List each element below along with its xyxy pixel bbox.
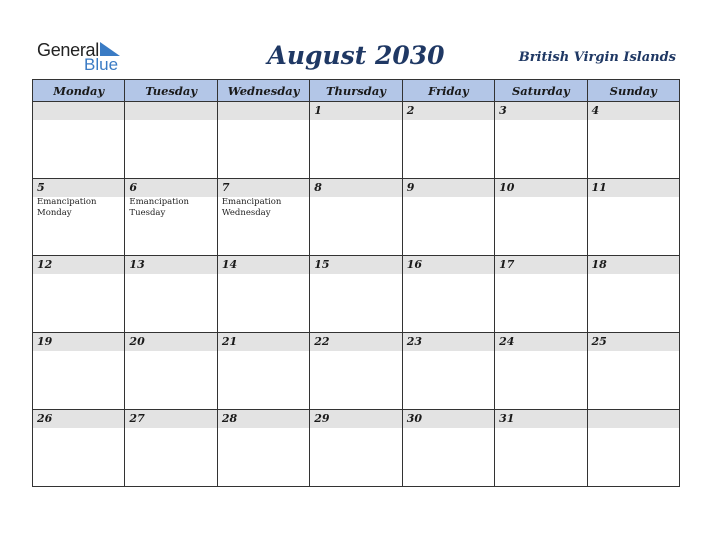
day-number: 19: [33, 333, 124, 351]
week-row: [33, 179, 680, 256]
day-number: [588, 410, 679, 428]
day-number: 17: [495, 256, 586, 274]
day-number: 9: [403, 179, 494, 197]
brand-logo: [37, 40, 127, 74]
week-row: [33, 333, 680, 410]
holiday-label: Emancipation Monday: [37, 197, 97, 218]
day-number: 25: [588, 333, 679, 351]
page-title: August 2030: [267, 41, 445, 70]
day-number: 16: [403, 256, 494, 274]
weekday-header: Sunday: [587, 80, 679, 102]
day-cell[interactable]: [217, 410, 309, 487]
day-number: 10: [495, 179, 586, 197]
day-number: 30: [403, 410, 494, 428]
day-cell[interactable]: [587, 102, 679, 179]
day-number: [218, 102, 309, 120]
day-cell[interactable]: [217, 179, 309, 256]
day-cell[interactable]: [587, 410, 679, 487]
logo-flag-icon: [100, 42, 120, 56]
brand-general-text: General: [37, 40, 99, 60]
day-cell[interactable]: [495, 333, 587, 410]
weekday-header: Wednesday: [217, 80, 309, 102]
day-number: 20: [125, 333, 216, 351]
holiday-label: Emancipation Wednesday: [221, 197, 282, 218]
weekday-header: Friday: [402, 80, 494, 102]
day-cell[interactable]: [33, 102, 125, 179]
day-cell[interactable]: [217, 256, 309, 333]
day-number: 5: [33, 179, 124, 197]
day-cell[interactable]: [125, 410, 217, 487]
day-cell[interactable]: [33, 179, 125, 256]
brand-blue-text: Blue: [84, 55, 119, 74]
weekday-header-row: [33, 80, 680, 102]
day-number: 12: [33, 256, 124, 274]
day-number: 21: [218, 333, 309, 351]
day-number: 26: [33, 410, 124, 428]
day-number: 24: [495, 333, 586, 351]
day-number: 1: [310, 102, 401, 120]
weekday-header: Thursday: [310, 80, 402, 102]
day-cell[interactable]: [125, 333, 217, 410]
day-cell[interactable]: [495, 256, 587, 333]
weekday-header: Saturday: [495, 80, 587, 102]
day-number: 23: [403, 333, 494, 351]
day-cell[interactable]: [310, 179, 402, 256]
day-number: 29: [310, 410, 401, 428]
country-name: British Virgin Islands: [518, 50, 676, 65]
day-cell[interactable]: [587, 179, 679, 256]
day-cell[interactable]: [402, 179, 494, 256]
day-number: 14: [218, 256, 309, 274]
day-number: 31: [495, 410, 586, 428]
day-number: 11: [588, 179, 679, 197]
week-row: [33, 102, 680, 179]
day-cell[interactable]: [310, 333, 402, 410]
day-cell[interactable]: [33, 410, 125, 487]
day-cell[interactable]: [310, 256, 402, 333]
day-cell[interactable]: [402, 333, 494, 410]
day-number: 22: [310, 333, 401, 351]
day-number: 15: [310, 256, 401, 274]
weekday-header: Monday: [33, 80, 125, 102]
week-row: [33, 256, 680, 333]
day-number: 3: [495, 102, 586, 120]
day-cell[interactable]: [125, 102, 217, 179]
day-cell[interactable]: [33, 333, 125, 410]
day-cell[interactable]: [310, 410, 402, 487]
day-number: 6: [125, 179, 216, 197]
day-number: 8: [310, 179, 401, 197]
day-cell[interactable]: [217, 333, 309, 410]
day-number: [125, 102, 216, 120]
day-cell[interactable]: [495, 179, 587, 256]
day-cell[interactable]: [402, 102, 494, 179]
calendar-grid: [32, 79, 680, 487]
day-cell[interactable]: [587, 333, 679, 410]
day-cell[interactable]: [495, 410, 587, 487]
day-number: 27: [125, 410, 216, 428]
day-number: 18: [588, 256, 679, 274]
day-cell[interactable]: [125, 179, 217, 256]
day-cell[interactable]: [402, 256, 494, 333]
day-cell[interactable]: [495, 102, 587, 179]
week-row: [33, 410, 680, 487]
day-number: 13: [125, 256, 216, 274]
day-cell[interactable]: [125, 256, 217, 333]
weekday-header: Tuesday: [125, 80, 217, 102]
day-cell[interactable]: [587, 256, 679, 333]
holiday-label: Emancipation Tuesday: [129, 197, 189, 218]
day-cell[interactable]: [310, 102, 402, 179]
day-number: [33, 102, 124, 120]
day-cell[interactable]: [33, 256, 125, 333]
day-number: 4: [588, 102, 679, 120]
day-cell[interactable]: [402, 410, 494, 487]
day-number: 28: [218, 410, 309, 428]
day-number: 7: [218, 179, 309, 197]
day-cell[interactable]: [217, 102, 309, 179]
day-number: 2: [403, 102, 494, 120]
